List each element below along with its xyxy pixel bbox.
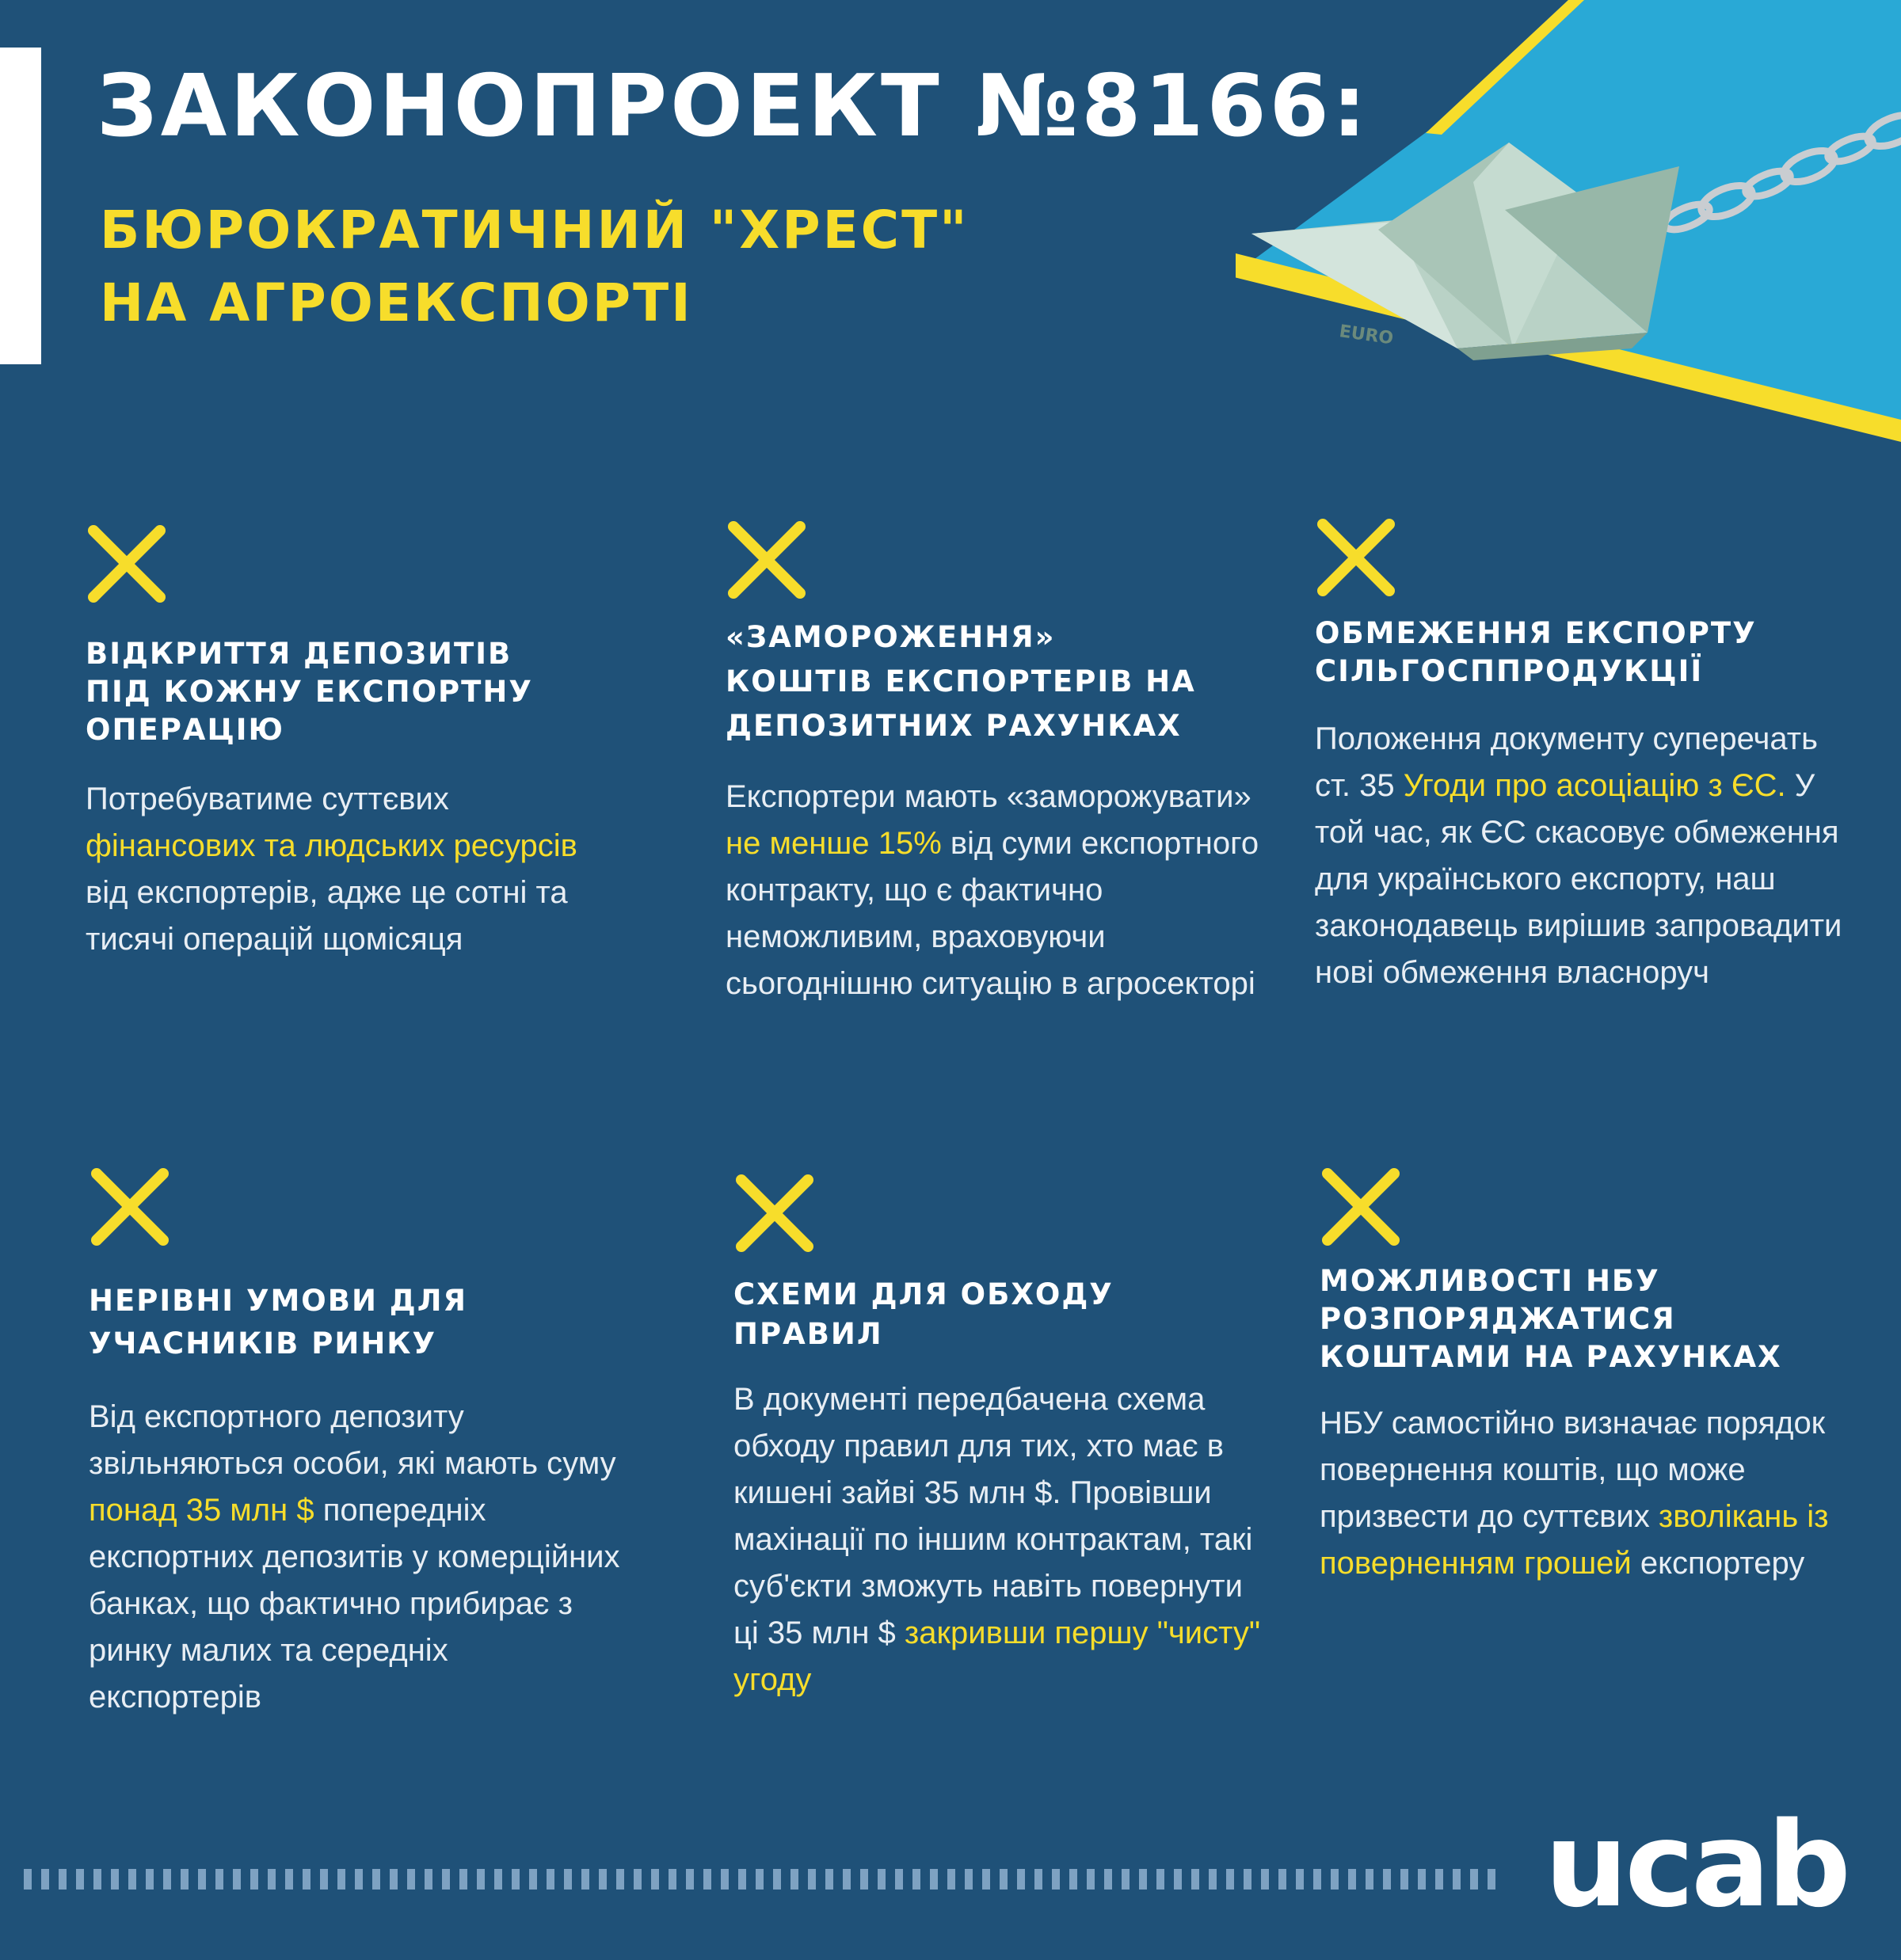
body-text: від експортерів, адже це сотні та тисячі операцій щомісяця bbox=[86, 875, 568, 957]
footer-dashed-line bbox=[24, 1869, 1505, 1890]
card-title: ВІДКРИТТЯ ДЕПОЗИТІВ ПІД КОЖНУ ЕКСПОРТНУ ОПЕРАЦІЮ bbox=[86, 637, 533, 747]
highlighted-text: фінансових та людських ресурсів bbox=[86, 828, 577, 863]
body-text: попередніх експортних депозитів у комерційних банках, що фактично прибирає з ринку малих та середніх експортерів bbox=[89, 1493, 620, 1715]
card-body bbox=[1315, 716, 1853, 996]
card-title: НЕРІВНІ УМОВИ ДЛЯ УЧАСНИКІВ РИНКУ bbox=[89, 1284, 467, 1361]
card-body bbox=[89, 1394, 627, 1721]
body-text: експортеру bbox=[1631, 1546, 1805, 1581]
body-text: Від експортного депозиту звільняються особи, які мають суму bbox=[89, 1399, 616, 1481]
left-accent-bar bbox=[0, 48, 41, 364]
cross-icon bbox=[733, 1172, 816, 1254]
body-text: Потребуватиме суттєвих bbox=[86, 782, 449, 816]
paper-boat-illustration bbox=[1236, 0, 1901, 443]
card-title: МОЖЛИВОСТІ НБУ РОЗПОРЯДЖАТИСЯ КОШТАМИ НА РАХУНКАХ bbox=[1320, 1264, 1782, 1374]
body-text: від суми експортного контракту, що є фактично неможливим, враховуючи сьогоднішню ситуацію в агросекторі bbox=[726, 826, 1259, 1001]
logo-text: ucab bbox=[1545, 1797, 1848, 1933]
body-text: Експортери мають «заморожувати» bbox=[726, 779, 1251, 814]
card-title: «ЗАМОРОЖЕННЯ» КОШТІВ ЕКСПОРТЕРІВ НА ДЕПОЗИТНИХ РАХУНКАХ bbox=[726, 620, 1196, 743]
svg-text:EURO: EURO bbox=[1338, 322, 1395, 349]
card-body bbox=[726, 774, 1264, 1007]
page-subtitle bbox=[100, 194, 1090, 340]
card-title: ОБМЕЖЕННЯ ЕКСПОРТУ СІЛЬГОСППРОДУКЦІЇ bbox=[1315, 616, 1757, 688]
page-title: ЗАКОНОПРОЕКТ №8166: bbox=[97, 57, 1370, 156]
body-text: У той час, як ЄС скасовує обмеження для українського експорту, наш законодавець вирішив запровадити нові обмеження власноруч bbox=[1315, 768, 1842, 990]
highlighted-text: зволікань із поверненням грошей bbox=[1320, 1499, 1829, 1581]
highlighted-text: понад 35 млн $ bbox=[89, 1493, 314, 1528]
cross-icon bbox=[1320, 1166, 1402, 1248]
card-deposits bbox=[86, 523, 624, 963]
subtitle-line-2: НА АГРОЕКСПОРТІ bbox=[100, 272, 693, 333]
card-nbu-powers bbox=[1320, 1166, 1858, 1587]
card-freezing-funds bbox=[726, 519, 1264, 1007]
card-body bbox=[1320, 1400, 1858, 1587]
cross-icon bbox=[86, 523, 168, 605]
card-bypass-schemes bbox=[733, 1172, 1272, 1703]
card-body bbox=[86, 776, 624, 963]
highlighted-text: закривши першу "чисту" угоду bbox=[733, 1616, 1261, 1697]
card-body bbox=[733, 1376, 1272, 1703]
cross-icon bbox=[726, 519, 808, 601]
ucab-logo bbox=[1545, 1797, 1861, 1933]
card-export-restrictions bbox=[1315, 516, 1853, 996]
card-unequal-conditions bbox=[89, 1166, 627, 1721]
cross-icon bbox=[1315, 516, 1397, 599]
card-title: СХЕМИ ДЛЯ ОБХОДУ ПРАВИЛ bbox=[733, 1277, 1114, 1351]
highlighted-text: Угоди про асоціацію з ЄС. bbox=[1403, 768, 1786, 803]
cross-icon bbox=[89, 1166, 171, 1248]
body-text: В документі передбачена схема обходу правил для тих, хто має в кишені зайві 35 млн $. Провівши махінації по іншим контрактам, такі суб'єкти зможуть навіть повернути ці 35 млн $ bbox=[733, 1382, 1253, 1650]
body-text: Положення документу суперечать ст. 35 bbox=[1315, 721, 1818, 803]
body-text: НБУ самостійно визначає порядок повернення коштів, що може призвести до суттєвих bbox=[1320, 1406, 1826, 1534]
subtitle-line-1: БЮРОКРАТИЧНИЙ "ХРЕСТ" bbox=[100, 200, 970, 261]
highlighted-text: не менше 15% bbox=[726, 826, 942, 861]
